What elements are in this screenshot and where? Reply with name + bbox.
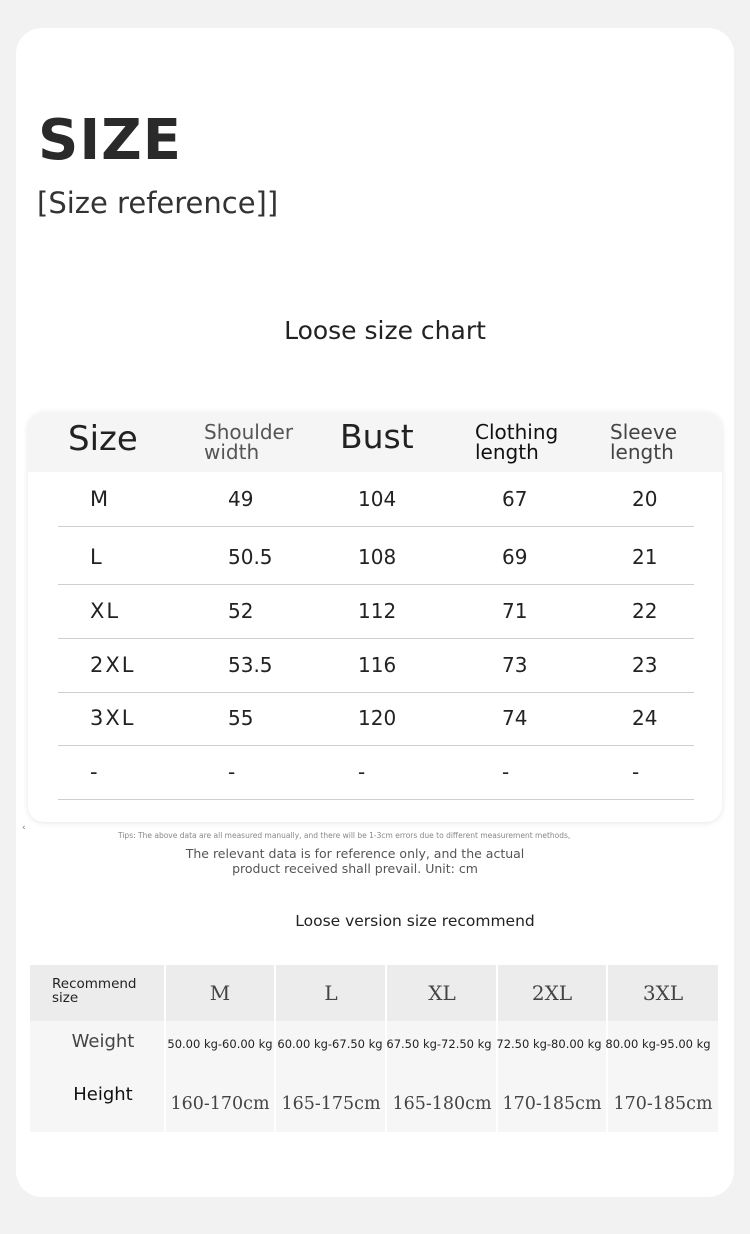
bust-cell: 108 [358, 545, 397, 569]
shoulder-cell: 53.5 [228, 653, 273, 677]
column-header-shoulder-width: Shoulder width [204, 420, 294, 464]
shoulder-cell: 52 [228, 599, 254, 623]
bust-cell: - [358, 760, 366, 784]
sleeve-cell: 20 [632, 487, 658, 511]
table-row [58, 638, 694, 693]
recommend-size-xl: XL [428, 981, 456, 1005]
shoulder-cell: 55 [228, 706, 254, 730]
recommend-table [30, 965, 718, 1132]
size-chart-header [28, 412, 722, 472]
bust-cell: 112 [358, 599, 397, 623]
table-row [58, 530, 694, 585]
size-chart-table [28, 412, 722, 822]
length-cell: 67 [502, 487, 528, 511]
weight-cell: 80.00 kg-95.00 kg [605, 1037, 711, 1051]
sleeve-cell: 24 [632, 706, 658, 730]
shoulder-cell: - [228, 760, 236, 784]
sleeve-cell: 22 [632, 599, 658, 623]
bust-cell: 116 [358, 653, 397, 677]
length-cell: 69 [502, 545, 528, 569]
size-cell: 3XL [90, 706, 136, 730]
length-cell: 74 [502, 706, 528, 730]
page-title: SIZE [38, 108, 183, 173]
size-cell: M [90, 487, 111, 511]
size-cell: 2XL [90, 653, 136, 677]
column-header-clothing-length: Clothing length [475, 420, 559, 464]
size-chart-title: Loose size chart [284, 316, 486, 345]
length-cell: - [502, 760, 510, 784]
table-row [58, 745, 694, 800]
recommend-size-3xl: 3XL [642, 981, 684, 1005]
shoulder-cell: 50.5 [228, 545, 273, 569]
reference-note: The relevant data is for reference only, and the actual product received shall prevail. Unit: cm [185, 846, 525, 876]
table-row [58, 584, 694, 639]
recommend-size-m: M [209, 981, 231, 1005]
bust-cell: 104 [358, 487, 397, 511]
size-cell: XL [90, 599, 121, 623]
height-label: Height [73, 1084, 133, 1105]
shoulder-cell: 49 [228, 487, 254, 511]
length-cell: 71 [502, 599, 528, 623]
recommend-title: Loose version size recommend [295, 912, 535, 930]
table-row [58, 472, 694, 527]
bust-cell: 120 [358, 706, 397, 730]
column-header-size: Size [68, 419, 138, 459]
table-row [58, 691, 694, 746]
height-cell: 165-175cm [281, 1094, 381, 1114]
measurement-tip: Tips: The above data are all measured manually, and there will be 1-3cm errors due to different measurement methods, [118, 831, 571, 840]
sleeve-cell: 21 [632, 545, 658, 569]
tip-mark: ‹ [22, 823, 26, 833]
weight-cell: 72.50 kg-80.00 kg [496, 1037, 602, 1051]
column-header-bust: Bust [340, 417, 414, 456]
column-header-sleeve-length: Sleeve length [610, 420, 678, 464]
sleeve-cell: 23 [632, 653, 658, 677]
sleeve-cell: - [632, 760, 640, 784]
length-cell: 73 [502, 653, 528, 677]
weight-cell: 60.00 kg-67.50 kg [277, 1037, 383, 1051]
weight-cell: 67.50 kg-72.50 kg [386, 1037, 492, 1051]
recommend-size-l: L [324, 981, 338, 1005]
height-cell: 170-185cm [502, 1094, 602, 1114]
weight-label: Weight [71, 1031, 135, 1052]
height-cell: 165-180cm [392, 1094, 492, 1114]
height-cell: 170-185cm [613, 1094, 713, 1114]
height-cell: 160-170cm [170, 1094, 270, 1114]
size-cell: - [90, 760, 100, 784]
size-cell: L [90, 545, 104, 569]
weight-cell: 50.00 kg-60.00 kg [167, 1037, 273, 1051]
page-subtitle: [Size reference]] [37, 186, 279, 220]
recommend-size-2xl: 2XL [531, 981, 573, 1005]
recommend-size-label: Recommend size [52, 976, 137, 1006]
